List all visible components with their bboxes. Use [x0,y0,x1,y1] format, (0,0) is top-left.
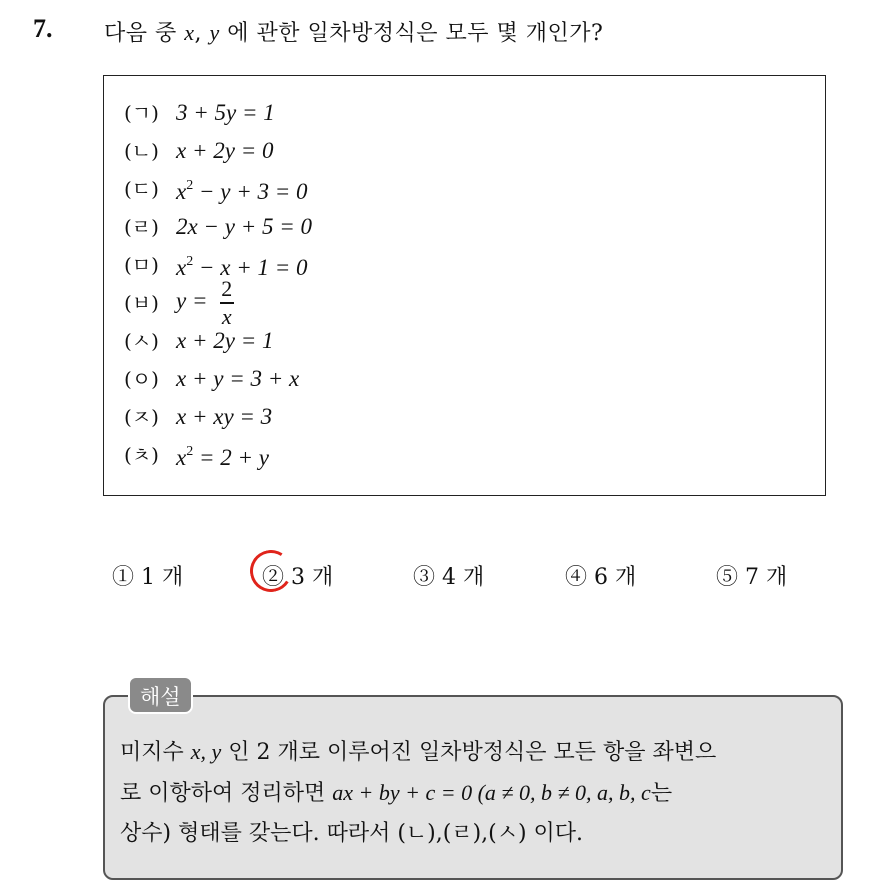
item-3: (ㄷ) $x^2 - y + 3 = 0$ [124,177,308,204]
item-6: (ㅂ) y = $\frac{2}{x}$ [124,276,233,329]
item-9: (ㅈ) x + xy = 3 [124,404,273,429]
choice-5[interactable]: ⑤ 7 개 [716,565,788,590]
item-5: (ㅁ) $x^2 - x + 1 = 0$ [124,253,308,280]
item-8: (ㅇ) x + y = 3 + x [124,366,300,391]
item-4: (ㄹ) 2x − y + 5 = 0 [124,214,312,239]
choice-1[interactable]: ① 1 개 [112,565,184,590]
item-7: (ㅅ) x + 2y = 1 [124,328,274,353]
question-text: 다음 중 x, y 에 관한 일차방정식은 모두 몇 개인가? [104,20,604,46]
question-number: 7. [33,14,53,43]
fraction: $\frac{2}{x}$ [221,276,233,329]
item-10: (ㅊ) $x^2 = 2 + y$ [124,443,269,470]
item-box [103,75,826,496]
item-2: (ㄴ) x + 2y = 0 [124,138,274,163]
item-1: (ㄱ) 3 + 5y = 1 [124,100,275,125]
choice-4[interactable]: ④ 6 개 [565,565,637,590]
choice-2[interactable]: ② 3 개 [262,565,334,590]
answer-choices [0,560,884,596]
solution-tag: 해설 [128,676,193,714]
choice-3[interactable]: ③ 4 개 [413,565,485,590]
solution-text: 미지수 x, y 인 2 개로 이루어진 일차방정식은 모든 항을 좌변으 로 이항하여 정리하면 ax + by + c = 0 (a ≠ 0, b ≠ 0, a, b, c는 상수) 형태를 갖는다. 따라서 (ㄴ),(ㄹ),(ㅅ) 이다. [120,739,717,846]
